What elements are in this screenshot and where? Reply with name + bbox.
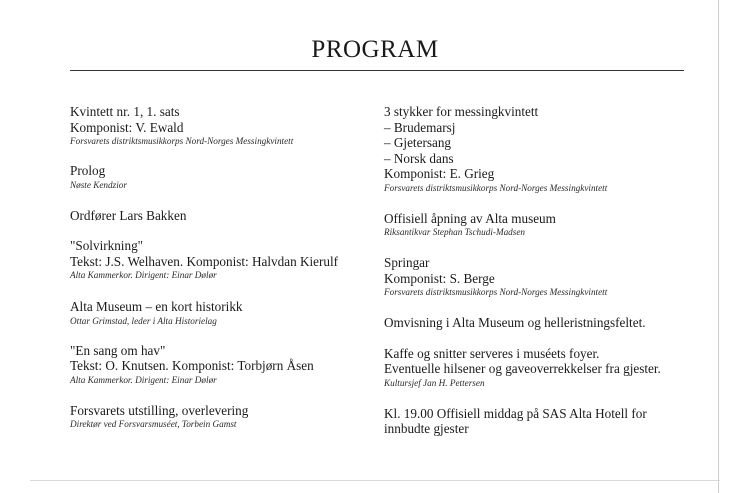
program-item-line: Prolog <box>70 163 106 178</box>
program-column-right <box>384 104 704 437</box>
program-item-line: Springar <box>384 255 430 270</box>
performer-note: Alta Kammerkor. Dirigent: Einar Dølør <box>70 270 217 280</box>
program-column-left <box>70 104 370 431</box>
page-edge <box>718 0 719 493</box>
performer-note: Forsvarets distriktsmusikkorps Nord-Norges Messingkvintett <box>70 136 294 146</box>
program-item-line: Ordfører Lars Bakken <box>70 207 187 223</box>
program-item <box>384 255 704 299</box>
program-item <box>70 238 370 282</box>
page-title: PROGRAM <box>311 36 439 63</box>
program-item <box>70 403 370 432</box>
performer-note: Forsvarets distriktsmusikkorps Nord-Norges Messingkvintett <box>384 287 608 297</box>
program-item-line: innbudte gjester <box>384 421 469 436</box>
program-item <box>70 104 370 148</box>
performer-note: Riksantikvar Stephan Tschudi-Madsen <box>384 227 526 237</box>
title-divider <box>70 70 684 71</box>
program-item-line: "Solvirkning" <box>70 238 144 253</box>
program-item-line: Tekst: O. Knutsen. Komponist: Torbjørn Åsen <box>70 358 314 373</box>
performer-note: Direktør ved Forsvarsmuséet, Torbein Gamst <box>70 419 237 429</box>
program-item-line: – Gjetersang <box>384 135 452 150</box>
performer-note: Alta Kammerkor. Dirigent: Einar Dølør <box>70 374 217 385</box>
program-item-line: – Norsk dans <box>384 150 454 166</box>
program-item <box>70 163 370 192</box>
performer-note: Nøste Kendzior <box>70 179 127 190</box>
program-item-line: "En sang om hav" <box>70 342 166 358</box>
program-item-line: Kl. 19.00 Offisiell middag på SAS Alta Hotell for <box>384 405 647 421</box>
program-item-line: Eventuelle hilsener og gaveoverrekkelser fra gjester. <box>384 361 661 376</box>
performer-note: Forsvarets distriktsmusikkorps Nord-Norges Messingkvintett <box>384 182 608 193</box>
program-item <box>384 315 704 331</box>
program-item-line: 3 stykker for messingkvintett <box>384 104 539 119</box>
program-item-line: Alta Museum – en kort historikk <box>70 299 243 314</box>
program-item <box>70 299 370 328</box>
program-item <box>70 343 370 387</box>
program-item-line: Omvisning i Alta Museum og helleristningsfeltet. <box>384 315 646 330</box>
page-edge-bottom <box>30 480 720 481</box>
program-item <box>384 406 704 437</box>
program-item <box>384 211 704 240</box>
performer-note: Kultursjef Jan H. Pettersen <box>384 377 485 388</box>
program-item-line: Forsvarets utstilling, overlevering <box>70 402 249 418</box>
program-item-line: Tekst: J.S. Welhaven. Komponist: Halvdan Kierulf <box>70 253 339 269</box>
performer-note: Ottar Grimstad, leder i Alta Historielag <box>70 315 217 326</box>
program-item <box>384 346 704 390</box>
program-item <box>70 208 370 224</box>
program-item-line: Kaffe og snitter serveres i muséets foyer. <box>384 345 600 361</box>
program-item-line: Offisiell åpning av Alta museum <box>384 210 556 226</box>
program-item-line: Komponist: V. Ewald <box>70 119 184 135</box>
program-item-line: Komponist: E. Grieg <box>384 166 495 181</box>
program-item-line: Kvintett nr. 1, 1. sats <box>70 104 180 119</box>
program-item-line: – Brudemarsj <box>384 119 456 135</box>
program-item-line: Komponist: S. Berge <box>384 270 495 286</box>
program-item <box>384 104 704 195</box>
